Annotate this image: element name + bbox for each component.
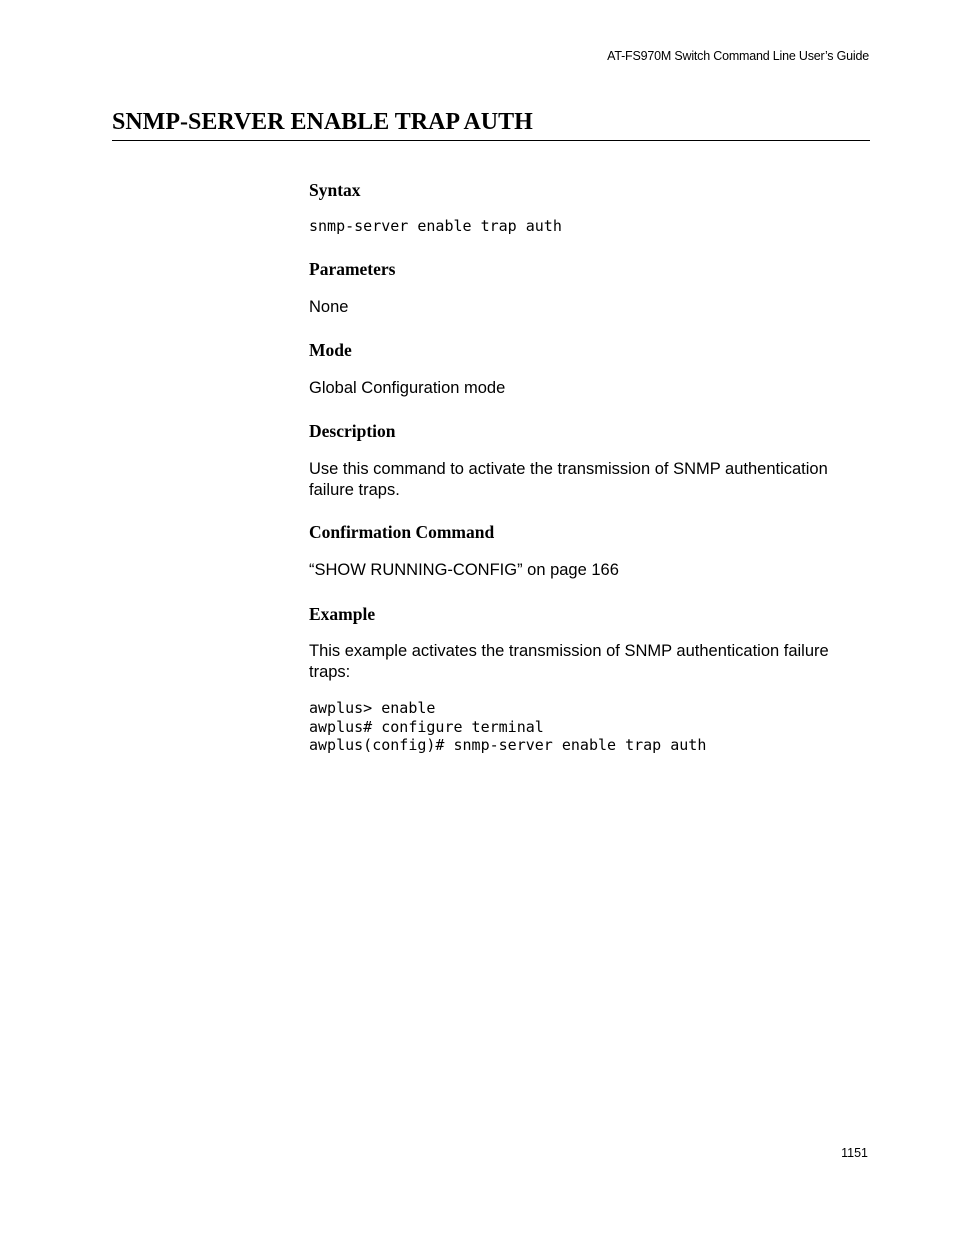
title-divider: [112, 140, 870, 141]
description-text: Use this command to activate the transmission of SNMP authentication failure traps.: [309, 460, 828, 499]
example-code-line: awplus> enable: [309, 699, 436, 717]
example-code-line: awplus(config)# snmp-server enable trap auth: [309, 736, 707, 755]
parameters-heading: Parameters: [309, 259, 396, 279]
syntax-code: snmp-server enable trap auth: [309, 217, 562, 235]
example-code-line: awplus# configure terminal: [309, 717, 544, 736]
parameters-text: None: [309, 298, 349, 316]
syntax-heading: Syntax: [309, 180, 361, 200]
running-header: AT-FS970M Switch Command Line User’s Guide: [607, 49, 869, 63]
confirmation-text: “SHOW RUNNING-CONFIG” on page 166: [309, 561, 619, 579]
page-number: 1151: [841, 1146, 868, 1160]
example-text: This example activates the transmission of SNMP authentication failure traps:: [309, 642, 829, 681]
description-heading: Description: [309, 421, 396, 441]
mode-heading: Mode: [309, 340, 352, 360]
mode-text: Global Configuration mode: [309, 379, 506, 397]
example-heading: Example: [309, 604, 376, 624]
confirmation-heading: Confirmation Command: [309, 522, 495, 542]
page-title: SNMP-SERVER ENABLE TRAP AUTH: [112, 109, 533, 135]
